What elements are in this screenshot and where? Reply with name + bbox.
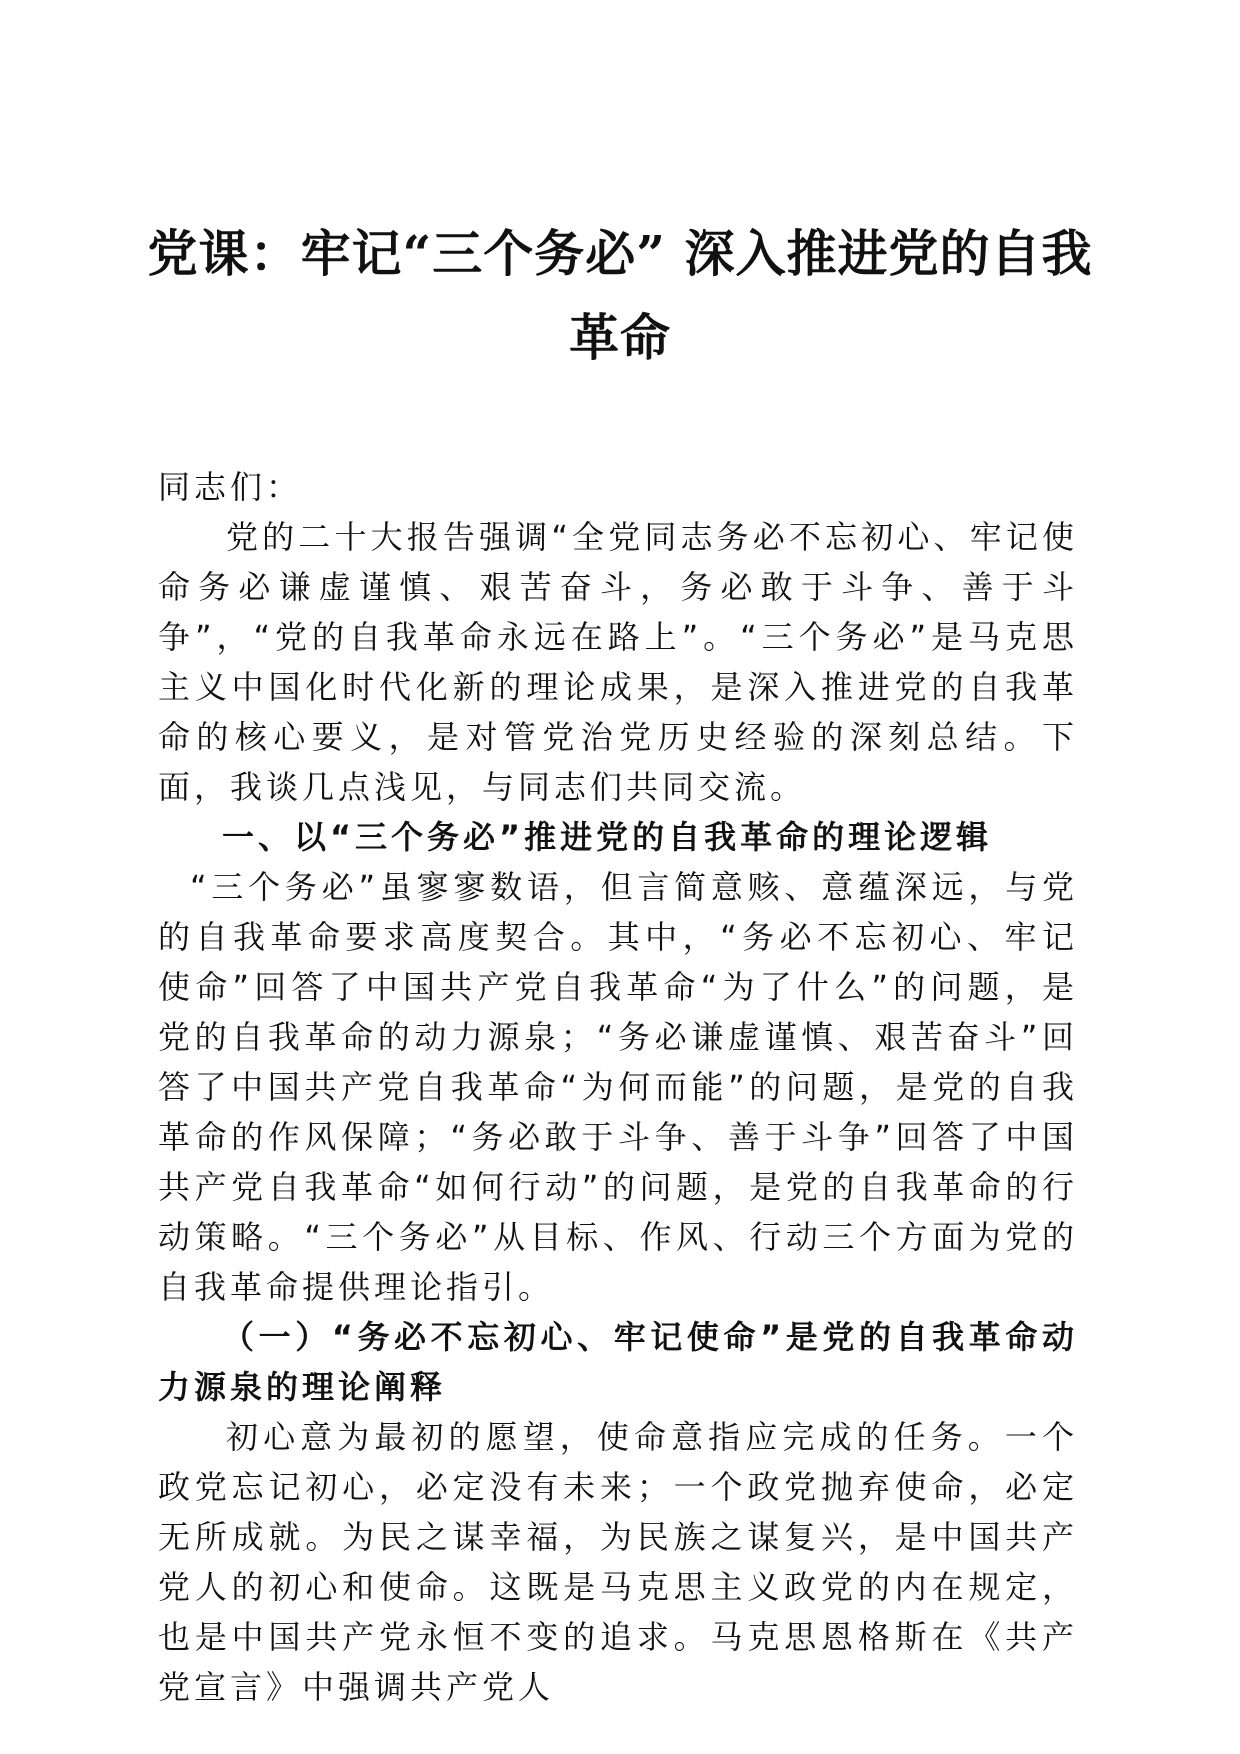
subsection-1-paragraph: 初心意为最初的愿望，使命意指应完成的任务。一个政党忘记初心，必定没有未来；一个政党抛弃使命，必定无所成就。为民之谋幸福，为民族之谋复兴，是中国共产党人的初心和使命。这既是马克思主义政党的内在规定，也是中国共产党永恒不变的追求。马克思恩格斯在《共产党宣言》中强调共产党人 — [158, 1418, 1078, 1706]
document-body — [158, 462, 1078, 1712]
title-line-1: 党课：牢记“三个务必” 深入推进党的自我 — [147, 224, 1093, 283]
title-line-2: 革命 — [569, 308, 671, 367]
document-title — [140, 212, 1100, 380]
section-1-paragraph: “三个务必”虽寥寥数语，但言简意赅、意蕴深远，与党的自我革命要求高度契合。其中，“务必不忘初心、牢记使命”回答了中国共产党自我革命“为了什么”的问题，是党的自我革命的动力源泉；“务必谦虚谨慎、艰苦奋斗”回答了中国共产党自我革命“为何而能”的问题，是党的自我革命的作风保障；“务必敢于斗争、善于斗争”回答了中国共产党自我革命“如何行动”的问题，是党的自我革命的行动策略。“三个务必”从目标、作风、行动三个方面为党的自我革命提供理论指引。 — [158, 868, 1078, 1306]
section-1-heading: 一、以“三个务必”推进党的自我革命的理论逻辑 — [222, 818, 993, 856]
subsection-1-heading: （一）“务必不忘初心、牢记使命”是党的自我革命动力源泉的理论阐释 — [158, 1318, 1078, 1406]
salutation: 同志们： — [158, 468, 303, 506]
intro-paragraph: 党的二十大报告强调“全党同志务必不忘初心、牢记使命务必谦虚谨慎、艰苦奋斗，务必敢于斗争、善于斗争”，“党的自我革命永远在路上”。“三个务必”是马克思主义中国化时代化新的理论成果，是深入推进党的自我革命的核心要义，是对管党治党历史经验的深刻总结。下面，我谈几点浅见，与同志们共同交流。 — [158, 518, 1078, 806]
